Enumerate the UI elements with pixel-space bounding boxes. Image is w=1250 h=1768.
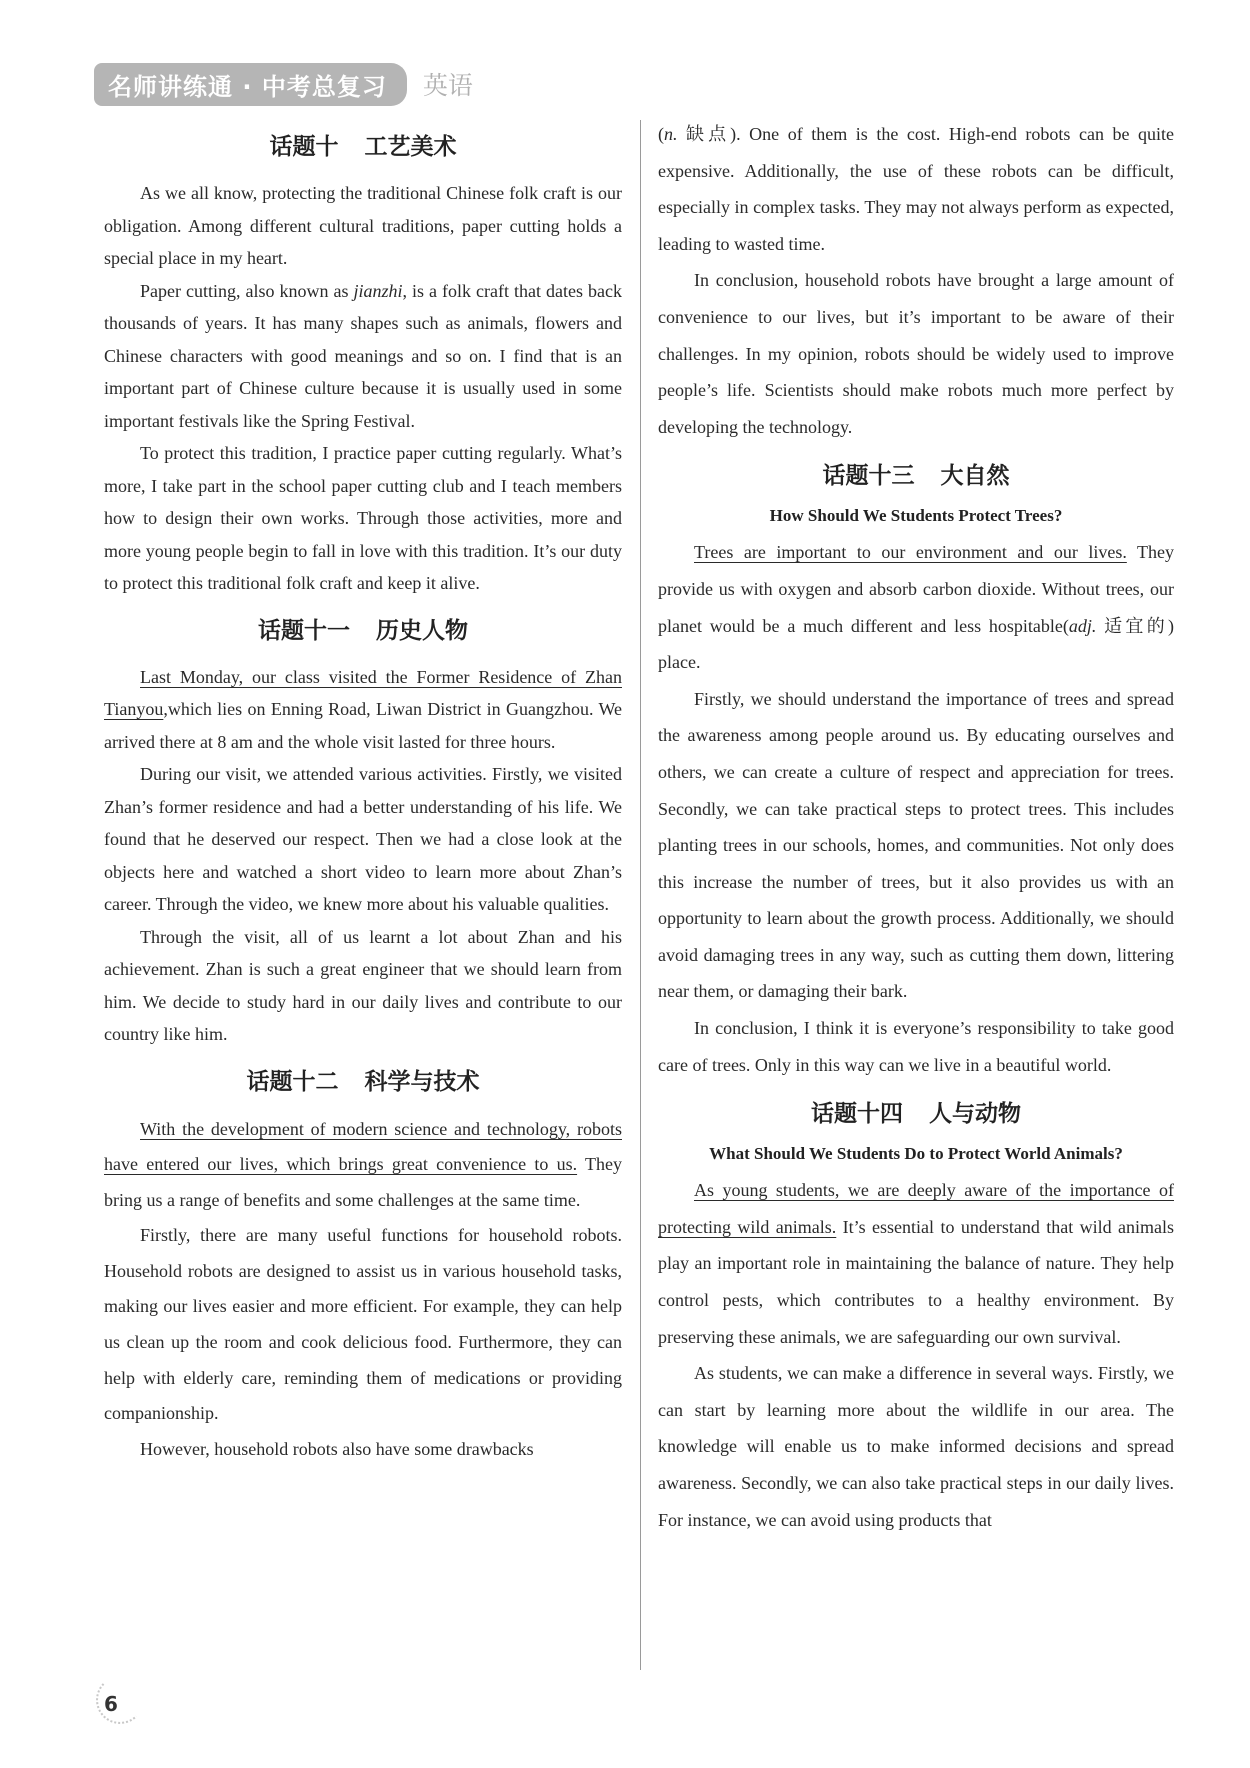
paragraph: Trees are important to our environment and our lives. They provide us with oxygen and absorb carbon dioxide. Without trees, our planet would be a much different and less hospitable(adj. 适宜的) place. [658, 542, 1174, 673]
paragraph: In conclusion, I think it is everyone’s responsibility to take good care of trees. Only in this way can we live in a beautiful world. [658, 1018, 1174, 1075]
underlined-topic-sentence: With the development of modern science and technology, robots have entered our lives, which brings great convenience to us. [104, 1118, 622, 1175]
underlined-topic-sentence: As young students, we are deeply aware of the importance of protecting wild animals. [658, 1180, 1174, 1237]
paragraph: However, household robots also have some drawbacks [140, 1438, 534, 1459]
paragraph: Through the visit, all of us learnt a lot about Zhan and his achievement. Zhan is such a great engineer that we should learn from him. We decide to study hard in our daily lives and contribute to our country like him. [104, 926, 622, 1044]
underlined-topic-sentence: Last Monday, our class visited the Former Residence of Zhan Tianyou [104, 666, 622, 719]
series-title: 名师讲练通 · 中考总复习 [94, 63, 407, 106]
topic-12-continued [658, 116, 1174, 445]
left-column [104, 116, 622, 1467]
paragraph: Firstly, there are many useful functions for household robots. Household robots are designed to assist us in various household tasks, making our lives easier and more efficient. For example, they can help us clean up the room and cook delicious food. Furthermore, they can help with elderly care, reminding them of medications or providing companionship. [104, 1225, 622, 1424]
paragraph: Firstly, we should understand the importance of trees and spread the awareness among people around us. By educating ourselves and others, we can create a culture of respect and appreciation for trees. Secondly, we can take practical steps to protect trees. This includes planting trees in our schools, homes, and communities. Not only does this increase the number of trees, but it also provides us with an opportunity to learn about the growth process. Additionally, we should avoid damaging trees in any way, such as cutting them down, littering near them, or damaging their bark. [658, 688, 1174, 1002]
paragraph: With the development of modern science and technology, robots have entered our lives, which brings great convenience to us. They bring us a range of benefits and some challenges at the same time. [104, 1118, 622, 1210]
topic-13-title: 话题十三 大自然 [822, 463, 1010, 490]
page-number: 6 [104, 1692, 118, 1716]
paragraph: In conclusion, household robots have brought a large amount of convenience to our lives, but it’s important to be aware of their challenges. In my opinion, robots should be widely used to improve people’s life. Scientists should make robots much more perfect by developing the technology. [658, 270, 1174, 437]
topic-10-section [104, 128, 622, 600]
topic-14-title: 话题十四 人与动物 [811, 1101, 1021, 1128]
subject-label: 英语 [422, 71, 473, 100]
topic-11-title: 话题十一 历史人物 [258, 617, 468, 644]
column-divider [640, 120, 641, 1670]
paragraph: To protect this tradition, I practice paper cutting regularly. What’s more, I take part in the school paper cutting club and I teach members how to design their own works. Through those activities, more and more young people begin to fall in love with this tradition. It’s our duty to protect this traditional folk craft and keep it alive. [104, 443, 622, 593]
paragraph: As we all know, protecting the traditional Chinese folk craft is our obligation. Among different cultural traditions, paper cutting holds a special place in my heart. [104, 183, 622, 268]
paragraph: (n. 缺点). One of them is the cost. High-end robots can be quite expensive. Additionally, the use of these robots can be difficult, especially in complex tasks. They may not always perform as expected, leading to wasted time. [658, 124, 1175, 254]
topic-14-section [658, 1095, 1174, 1538]
right-column [658, 116, 1174, 1538]
topic-12-section [104, 1063, 622, 1468]
topic-13-section [658, 457, 1174, 1083]
paragraph: Paper cutting, also known as jianzhi, is a folk craft that dates back thousands of years. It has many shapes such as animals, flowers and Chinese characters with good meanings and so on. I find that is an important part of Chinese culture because it is usually used in some important festivals like the Spring Festival. [104, 280, 622, 431]
page-header [94, 64, 473, 104]
topic-11-section [104, 612, 622, 1051]
topic-10-title: 话题十 工艺美术 [269, 134, 457, 160]
topic-12-title: 话题十二 科学与技术 [246, 1068, 480, 1095]
paragraph: During our visit, we attended various activities. Firstly, we visited Zhan’s former residence and had a better understanding of his life. We found that he deserved our respect. Then we had a close look at the objects here and watched a short video to learn more about Zhan’s career. Through the video, we knew more about his valuable qualities. [104, 764, 622, 914]
paragraph: As young students, we are deeply aware of the importance of protecting wild animals. It’s essential to understand that wild animals play an important role in maintaining the balance of nature. They help control pests, which contributes to a healthy environment. By preserving these animals, we are safeguarding our own survival. [658, 1180, 1174, 1347]
paragraph: Last Monday, our class visited the Former Residence of Zhan Tianyou,which lies on Enning Road, Liwan District in Guangzhou. We arrived there at 8 am and the whole visit lasted for three hours. [104, 666, 622, 752]
underlined-topic-sentence: Trees are important to our environment and our lives. [694, 542, 1127, 563]
essay-title: How Should We Students Protect Trees? [769, 506, 1063, 526]
essay-title: What Should We Students Do to Protect World Animals? [709, 1144, 1123, 1164]
paragraph: As students, we can make a difference in several ways. Firstly, we can start by learning more about the wildlife in our area. The knowledge will enable us to make informed decisions and spread awareness. Secondly, we can also take practical steps in our daily lives. For instance, we can avoid using products that [658, 1363, 1174, 1530]
